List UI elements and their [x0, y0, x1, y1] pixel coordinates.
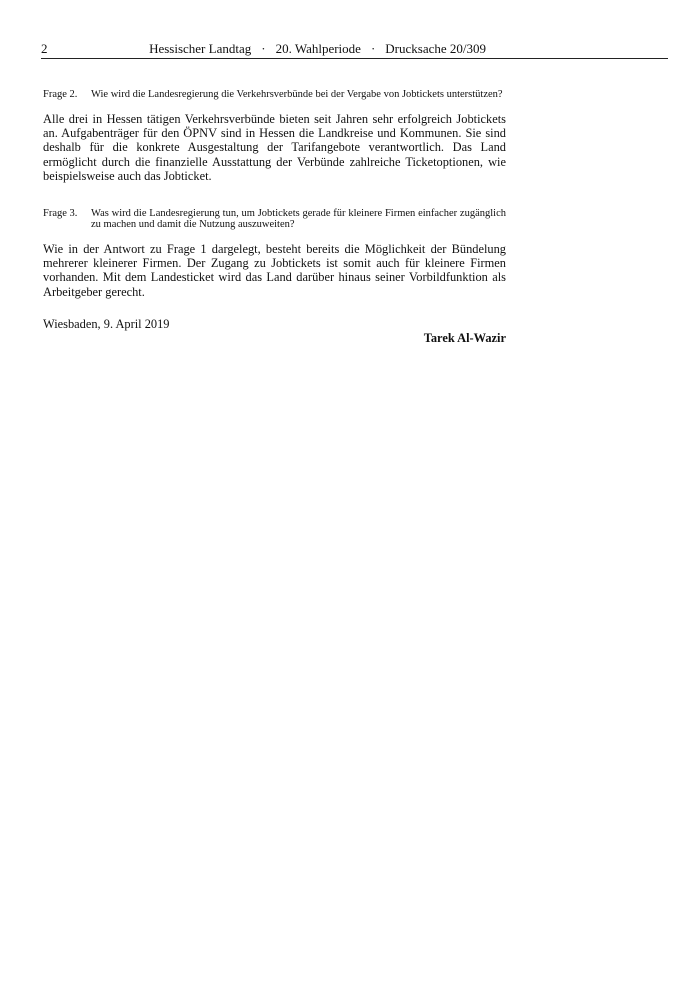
question-2 [43, 89, 506, 100]
place-date: Wiesbaden, 9. April 2019 [43, 316, 170, 331]
signature-block [43, 317, 506, 353]
answer-3: Wie in der Antwort zu Frage 1 dargelegt, besteht bereits die Möglichkeit der Bündelung mehrerer kleinerer Firmen. Der Zugang zu Jobtickets ist somit auch für kleinere Firmen vorhanden. Mit dem Landesticket wird das Land darüber hinaus seiner Vorbildfunktion als Arbeitgeber gerecht. [43, 242, 506, 299]
answer-2: Alle drei in Hessen tätigen Verkehrsverbünde bieten seit Jahren sehr erfolgreich Jobtickets an. Aufgabenträger für den ÖPNV sind in Hessen die Landkreise und Kommunen. Sie sind deshalb für die konkrete Ausgestaltung der Tarifangebote verantwortlich. Das Land ermöglicht durch die finanzielle Ausstattung der Verbünde zahlreiche Ticketoptionen, wie beispielsweise auch das Jobticket. [43, 112, 506, 183]
page-header [41, 40, 668, 59]
question-text: Wie wird die Landesregierung die Verkehrsverbünde bei der Vergabe von Jobtickets unterstützen? [91, 89, 503, 100]
header-separator: · [370, 41, 376, 56]
electoral-period: 20. Wahlperiode [275, 41, 361, 56]
question-3 [43, 208, 506, 230]
running-header [149, 40, 486, 58]
page-number: 2 [41, 41, 48, 56]
document-body [43, 89, 506, 353]
header-separator: · [261, 41, 266, 56]
question-text: Was wird die Landesregierung tun, um Jobtickets gerade für kleinere Firmen einfacher zugänglich zu machen und damit die Nutzung auszuweiten? [91, 208, 506, 231]
document-number: Drucksache 20/309 [385, 41, 486, 56]
parliament-name: Hessischer Landtag [149, 41, 252, 56]
signer-name: Tarek Al-Wazir [423, 330, 506, 345]
question-label: Frage 3. [43, 208, 78, 220]
question-label: Frage 2. [43, 89, 78, 100]
